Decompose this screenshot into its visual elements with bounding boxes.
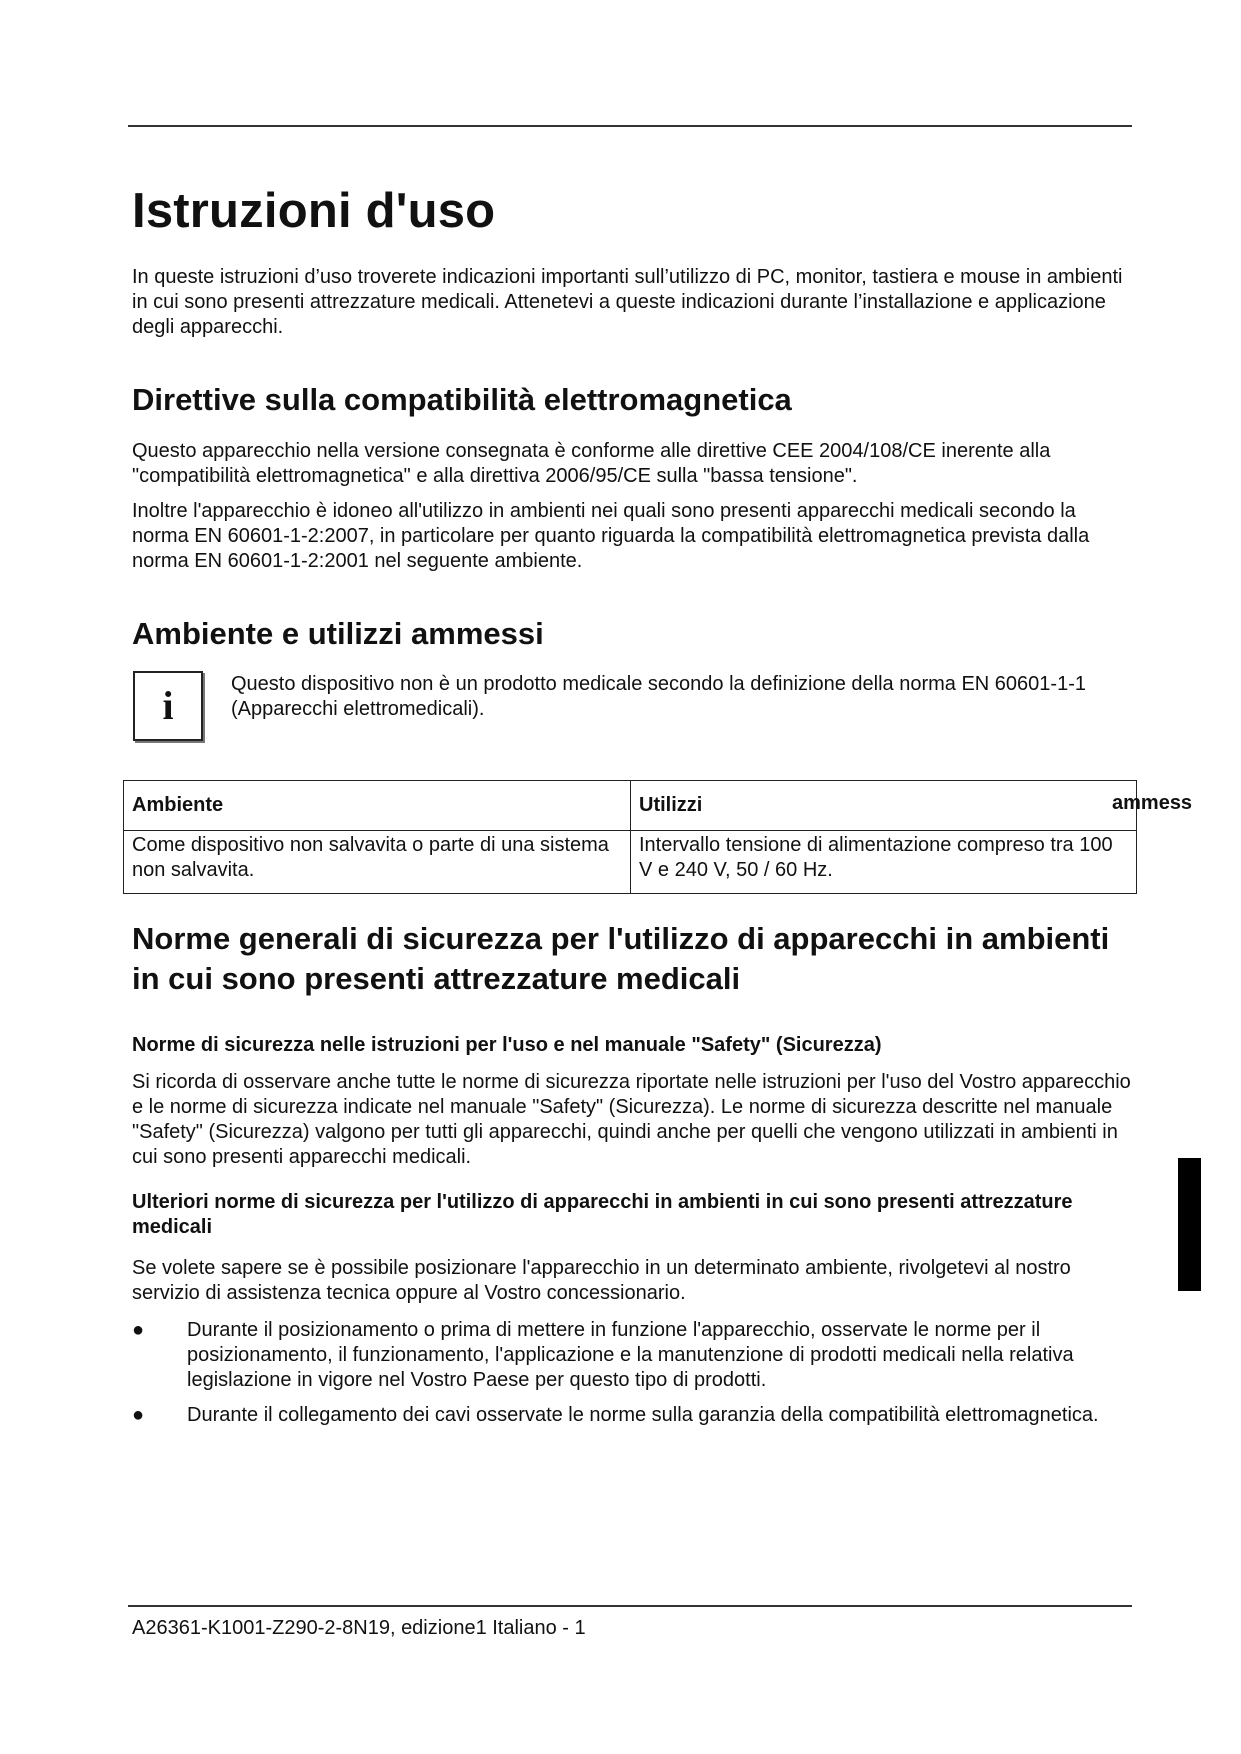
environment-table [123,780,1137,894]
intro-paragraph: In queste istruzioni d’uso troverete indicazioni importanti sull’utilizzo di PC, monitor, tastiera e mouse in ambienti in cui sono presenti attrezzature medicali. Attenetevi a queste indicazioni durante l’installazione e applicazione degli apparecchi. [132,266,1123,338]
bottom-rule [128,1605,1132,1607]
cell-ambiente: Come dispositivo non salvavita o parte di una sistema non salvavita. [124,831,631,894]
info-icon [133,671,203,741]
info-note: Questo dispositivo non è un prodotto medicale secondo la definizione della norma EN 60601-1-1 (Apparecchi elettromedicali). [231,673,1086,720]
emc-heading: Direttive sulla compatibilità elettromagnetica [132,382,792,417]
environment-heading: Ambiente e utilizzi ammessi [132,616,544,651]
emc-paragraph-1: Questo apparecchio nella versione consegnata è conforme alle direttive CEE 2004/108/CE inerente alla "compatibilità elettromagnetica" e alla direttiva 2006/95/CE sulla "bassa tensione". [132,440,1051,487]
list-item [132,1403,1132,1428]
header-overflow-text: ammess [1112,792,1193,814]
header-ambiente: Ambiente [124,781,631,831]
safety-paragraph-2: Se volete sapere se è possibile posizionare l'apparecchio in un determinato ambiente, rivolgetevi al nostro servizio di assistenza tecnica oppure al Vostro concessionario. [132,1257,1071,1304]
safety-subheading-1: Norme di sicurezza nelle istruzioni per l'uso e nel manuale "Safety" (Sicurezza) [132,1034,882,1056]
bullet-icon: ● [132,1404,145,1426]
top-rule [128,125,1132,127]
chapter-tab-marker [1178,1158,1201,1291]
bullet-text: Durante il collegamento dei cavi osservate le norme sulla garanzia della compatibilità elettromagnetica. [187,1404,1099,1426]
list-item [132,1318,1132,1393]
header-utilizzi: Utilizzi [631,781,1137,831]
page-title: Istruzioni d'uso [132,184,496,238]
table-row [124,831,1137,894]
emc-paragraph-2: Inoltre l'apparecchio è idoneo all'utilizzo in ambienti nei quali sono presenti apparecchi medicali secondo la norma EN 60601-1-2:2007, in particolare per quanto riguarda la compatibilità elettromagnetica prevista dalla norma EN 60601-1-2:2001 nel seguente ambiente. [132,500,1090,572]
bullet-text: Durante il posizionamento o prima di mettere in funzione l'apparecchio, osservate le norme per il posizionamento, il funzionamento, l'applicazione e la manutenzione di prodotti medicali nella relativa legislazione in vigore nel Vostro Paese per questo tipo di prodotti. [187,1319,1074,1391]
cell-utilizzi: Intervallo tensione di alimentazione compreso tra 100 V e 240 V, 50 / 60 Hz. [631,831,1137,894]
bullet-icon: ● [132,1319,145,1341]
safety-paragraph-1: Si ricorda di osservare anche tutte le norme di sicurezza riportate nelle istruzioni per l'uso del Vostro apparecchio e le norme di sicurezza indicate nel manuale "Safety" (Sicurezza). Le norme di sicurezza descritte nel manuale "Safety" (Sicurezza) valgono per tutti gli apparecchi, quindi anche per quelli che vengono utilizzati in ambienti in cui sono presenti apparecchi medicali. [132,1071,1131,1168]
page-footer: A26361-K1001-Z290-2-8N19, edizione1 Italiano - 1 [132,1617,586,1639]
safety-subheading-2: Ulteriori norme di sicurezza per l'utilizzo di apparecchi in ambienti in cui sono presenti attrezzature medicali [132,1191,1073,1238]
safety-heading: Norme generali di sicurezza per l'utilizzo di apparecchi in ambienti in cui sono presenti attrezzature medicali [132,921,1110,996]
safety-bullet-list [132,1318,1132,1438]
info-icon-letter: i [162,683,174,728]
table-header-row [124,781,1137,831]
